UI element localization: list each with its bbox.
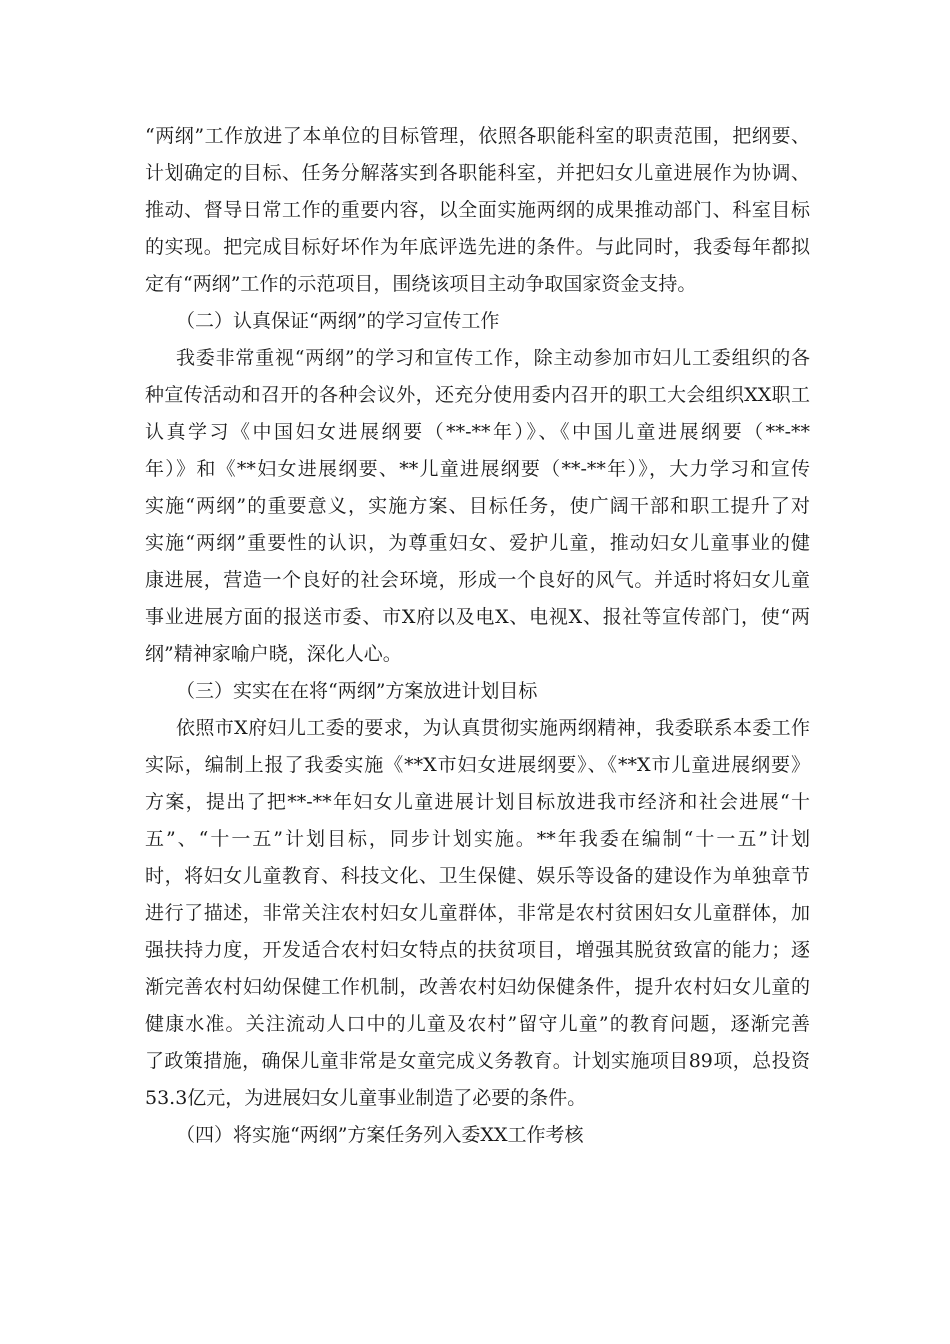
text-line: 的实现。把完成目标好坏作为年底评选先进的条件。与此同时，我委每年都拟 [145, 236, 810, 258]
text-line: 渐完善农村妇幼保健工作机制，改善农村妇幼保健条件，提升农村妇女儿童的 [145, 976, 810, 998]
text-line: 我委非常重视“两纲”的学习和宣传工作，除主动参加市妇儿工委组织的各 [176, 347, 810, 369]
text-line: 了政策措施，确保儿童非常是女童完成义务教育。计划实施项目89项，总投资 [145, 1050, 810, 1072]
text-line: 依照市X府妇儿工委的要求，为认真贯彻实施两纲精神，我委联系本委工作 [176, 717, 810, 739]
text-line: 进行了描述，非常关注农村妇女儿童群体，非常是农村贫困妇女儿童群体，加 [145, 902, 810, 924]
text-line: 纲”精神家喻户晓，深化人心。 [145, 643, 402, 665]
text-line: 53.3亿元，为进展妇女儿童事业制造了必要的条件。 [145, 1087, 587, 1109]
text-line: 实施“两纲”重要性的认识，为尊重妇女、爱护儿童，推动妇女儿童事业的健 [145, 532, 810, 554]
text-line: 推动、督导日常工作的重要内容，以全面实施两纲的成果推动部门、科室目标 [145, 199, 810, 221]
text-line: 认真学习《中国妇女进展纲要（**-**年）》、《中国儿童进展纲要（**-** [145, 421, 810, 443]
text-line: “两纲”工作放进了本单位的目标管理，依照各职能科室的职责范围，把纲要、 [145, 125, 810, 147]
text-line: 定有“两纲”工作的示范项目，围绕该项目主动争取国家资金支持。 [145, 273, 697, 295]
text-line: 实施“两纲”的重要意义，实施方案、目标任务，使广阔干部和职工提升了对 [145, 495, 810, 517]
text-line: 时，将妇女儿童教育、科技文化、卫生保健、娱乐等设备的建设作为单独章节 [145, 865, 810, 887]
text-line: 实际，编制上报了我委实施《**X市妇女进展纲要》、《**X市儿童进展纲要》 [145, 754, 810, 776]
text-line: 计划确定的目标、任务分解落实到各职能科室，并把妇女儿童进展作为协调、 [145, 162, 810, 184]
section-heading: （四）将实施“两纲”方案任务列入委XX工作考核 [176, 1124, 584, 1146]
text-line: 方案，提出了把**-**年妇女儿童进展计划目标放进我市经济和社会进展“十 [145, 791, 810, 813]
section-heading: （二）认真保证“两纲”的学习宣传工作 [176, 310, 500, 332]
text-line: 年）》和《**妇女进展纲要、**儿童进展纲要（**-**年）》，大力学习和宣传 [145, 458, 810, 480]
section-heading: （三）实实在在将“两纲”方案放进计划目标 [176, 680, 538, 702]
text-line: 五”、“十一五”计划目标，同步计划实施。**年我委在编制“十一五”计划 [145, 828, 810, 850]
text-line: 种宣传活动和召开的各种会议外，还充分使用委内召开的职工大会组织XX职工 [145, 384, 810, 406]
text-line: 健康水准。关注流动人口中的儿童及农村”留守儿童”的教育问题，逐渐完善 [145, 1013, 810, 1035]
text-line: 康进展，营造一个良好的社会环境，形成一个良好的风气。并适时将妇女儿童 [145, 569, 810, 591]
text-line: 强扶持力度，开发适合农村妇女特点的扶贫项目，增强其脱贫致富的能力；逐 [145, 939, 810, 961]
text-line: 事业进展方面的报送市委、市X府以及电X、电视X、报社等宣传部门，使“两 [145, 606, 810, 628]
